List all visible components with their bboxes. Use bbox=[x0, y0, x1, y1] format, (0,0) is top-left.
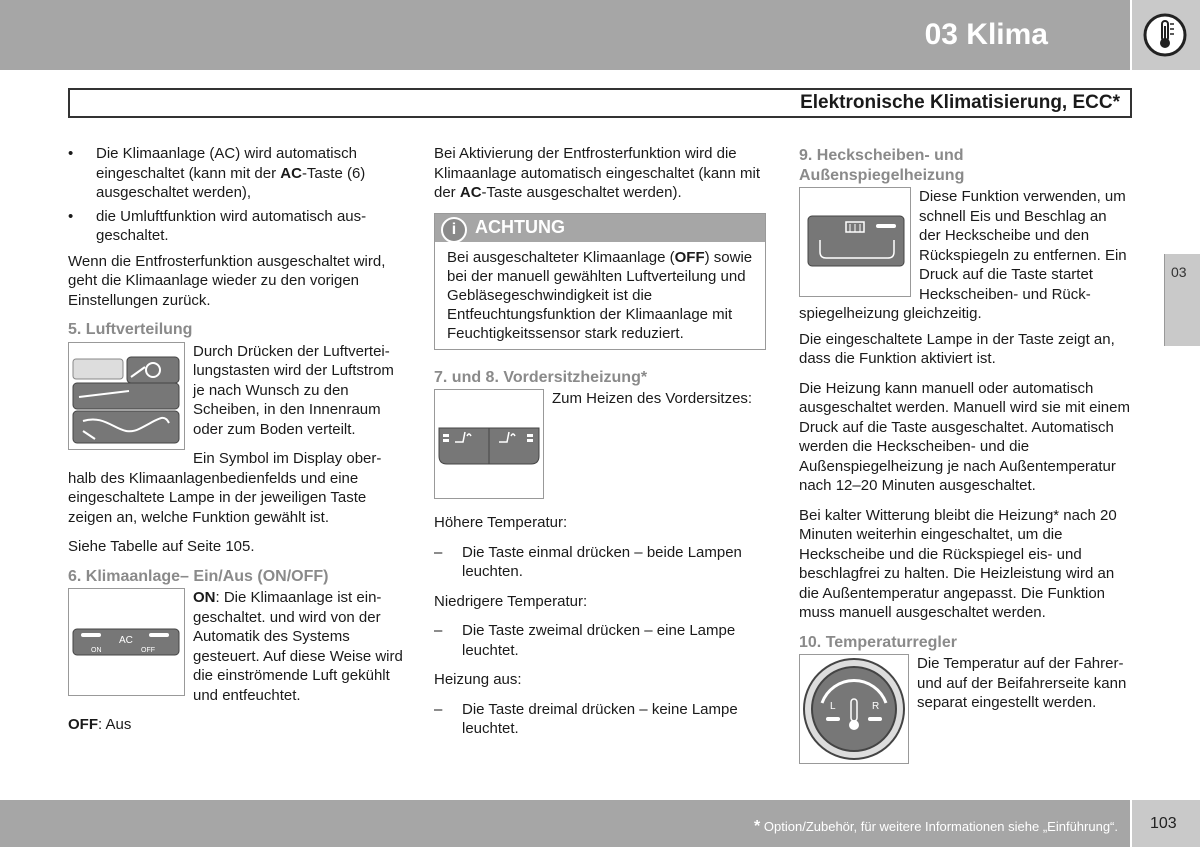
warning-box bbox=[434, 213, 766, 350]
info-icon: i bbox=[441, 217, 467, 243]
heading-temperaturregler: 10. Temperaturregler bbox=[799, 633, 957, 651]
ac-label: AC bbox=[119, 635, 133, 646]
chapter-header-bar bbox=[0, 0, 1130, 70]
paragraph: Bei kalter Witterung bleibt die Heizung* nach 20 Minuten weiterhin eingeschaltet, um die Heckscheibe und die Rückspiegel eis- und beschlagfrei zu halten. Die Heizleistung wird an die Außentemperatur angepasst. Die Funktion muss manuell ausgeschaltet werden. bbox=[799, 506, 1117, 621]
paragraph: Die Heizung kann manuell oder automatisch ausgeschaltet werden. Manuell wird sie mit einem Druck auf die Taste ausgeschaltet. Automatisch werden die Heckscheiben- und die Außenspiegelheizung je nach Außentemperatur nach 12–20 Minuten ausgeschaltet. bbox=[799, 379, 1130, 494]
page-number: 103 bbox=[1150, 815, 1177, 832]
paragraph: Die eingeschaltete Lampe in der Taste zeigt an, dass die Funktion aktiviert ist. bbox=[799, 330, 1115, 367]
footer-bar bbox=[0, 800, 1130, 847]
warning-title: ACHTUNG bbox=[475, 216, 565, 237]
heading-luftverteilung: 5. Luftverteilung bbox=[68, 321, 193, 338]
paragraph: Die Temperatur auf der Fahrer- und auf der Beifahrerseite kann separat eingestellt werden. bbox=[917, 655, 1127, 711]
paragraph: Bei Aktivierung der Entfrosterfunktion wird die Klimaanlage automatisch eingeschaltet (kann mit der AC-Taste ausgeschaltet werden). bbox=[434, 145, 761, 201]
chapter-side-tab bbox=[1164, 254, 1200, 346]
air-distribution-figure bbox=[68, 342, 185, 450]
temperature-dial-figure bbox=[799, 654, 909, 764]
heading-heckscheibenheizung: 9. Heckscheiben- und Außenspiegelheizung bbox=[799, 147, 965, 184]
paragraph: OFF: Aus bbox=[68, 716, 132, 733]
paragraph: Niedrigere Temperatur: bbox=[434, 592, 588, 610]
paragraph: Siehe Tabelle auf Seite 105. bbox=[68, 538, 255, 555]
bullet-recirculation: • die Umluftfunktion wird automatisch ausgeschaltet. bbox=[68, 207, 403, 246]
paragraph: Zum Heizen des Vordersitzes: bbox=[552, 390, 753, 407]
paragraph: Durch Drücken der Luftverteilungstasten wird der Luftstrom je nach Wunsch zu den Scheiben, in den Innenraum oder zum Boden verteilt. bbox=[193, 342, 394, 438]
seat-heating-figure bbox=[434, 389, 544, 499]
list-item: – Die Taste dreimal drücken – keine Lampe leuchtet. bbox=[434, 700, 766, 739]
rear-defrost-figure bbox=[799, 187, 911, 297]
section-title: Elektronische Klimatisierung, ECC* bbox=[800, 92, 1120, 113]
off-label: OFF bbox=[141, 647, 155, 654]
chapter-title: 03 Klima bbox=[924, 18, 1048, 51]
heading-sitzheizung: 7. und 8. Vordersitzheizung* bbox=[434, 368, 648, 386]
paragraph: Wenn die Entfrosterfunktion ausgeschaltet wird, geht die Klimaanlage wieder zu den vorigen Einstellungen zurück. bbox=[68, 252, 386, 309]
heading-klimaanlage: 6. Klimaanlage– Ein/Aus (ON/OFF) bbox=[68, 567, 329, 585]
thermometer-icon bbox=[1142, 12, 1188, 58]
section-header bbox=[68, 88, 1132, 118]
ac-button-figure bbox=[68, 588, 185, 696]
on-label: ON bbox=[91, 647, 102, 654]
paragraph: Heizung aus: bbox=[434, 671, 522, 688]
chapter-icon-box bbox=[1132, 0, 1200, 70]
column-3 bbox=[799, 144, 1132, 770]
paragraph: Diese Funktion verwenden, um schnell Eis und Beschlag an der Heckscheibe und den Rückspiegeln zu entfernen. Ein Druck auf die Taste startet Heckscheiben- und Rückspiegelheizung gleichzeitig. bbox=[799, 188, 1127, 322]
dial-right-label: R bbox=[872, 701, 880, 712]
paragraph: Ein Symbol im Display oberhalb des Klimaanlagenbedienfelds und eine eingeschaltete Lampe in der jeweiligen Taste zeigen an, welche Funktion gewählt ist. bbox=[68, 450, 382, 526]
paragraph: ON: Die Klimaanlage ist eingeschaltet. und wird von der Automatik des Systems gesteuert. Auf diese Weise wird die einströmende Luft gekühlt und entfeuchtet. bbox=[193, 589, 403, 704]
list-item: – Die Taste einmal drücken – beide Lampen leuchten. bbox=[434, 543, 766, 582]
footer-note: * Option/Zubehör, für weitere Informationen siehe „Einführung“. bbox=[754, 818, 1118, 835]
dial-left-label: L bbox=[830, 701, 836, 712]
warning-header bbox=[435, 214, 765, 242]
page-number-box bbox=[1132, 800, 1200, 847]
column-1 bbox=[68, 144, 403, 745]
list-item: – Die Taste zweimal drücken – eine Lampe leuchtet. bbox=[434, 621, 766, 660]
warning-text: Bei ausgeschalteter Klimaanlage (OFF) sowie bei der manuell gewählten Luftverteilung und Gebläsegeschwindigkeit ist die Entfeuchtungsfunktion der Klimaanlage mit Feuchtigkeitssensor stark reduziert. bbox=[447, 248, 753, 342]
side-tab-label: 03 bbox=[1171, 264, 1187, 280]
column-2 bbox=[434, 144, 766, 749]
bullet-ac: • Die Klimaanlage (AC) wird automatisch eingeschaltet (kann mit der AC-Taste (6) ausgeschaltet werden), bbox=[68, 144, 403, 203]
paragraph: Höhere Temperatur: bbox=[434, 514, 568, 531]
